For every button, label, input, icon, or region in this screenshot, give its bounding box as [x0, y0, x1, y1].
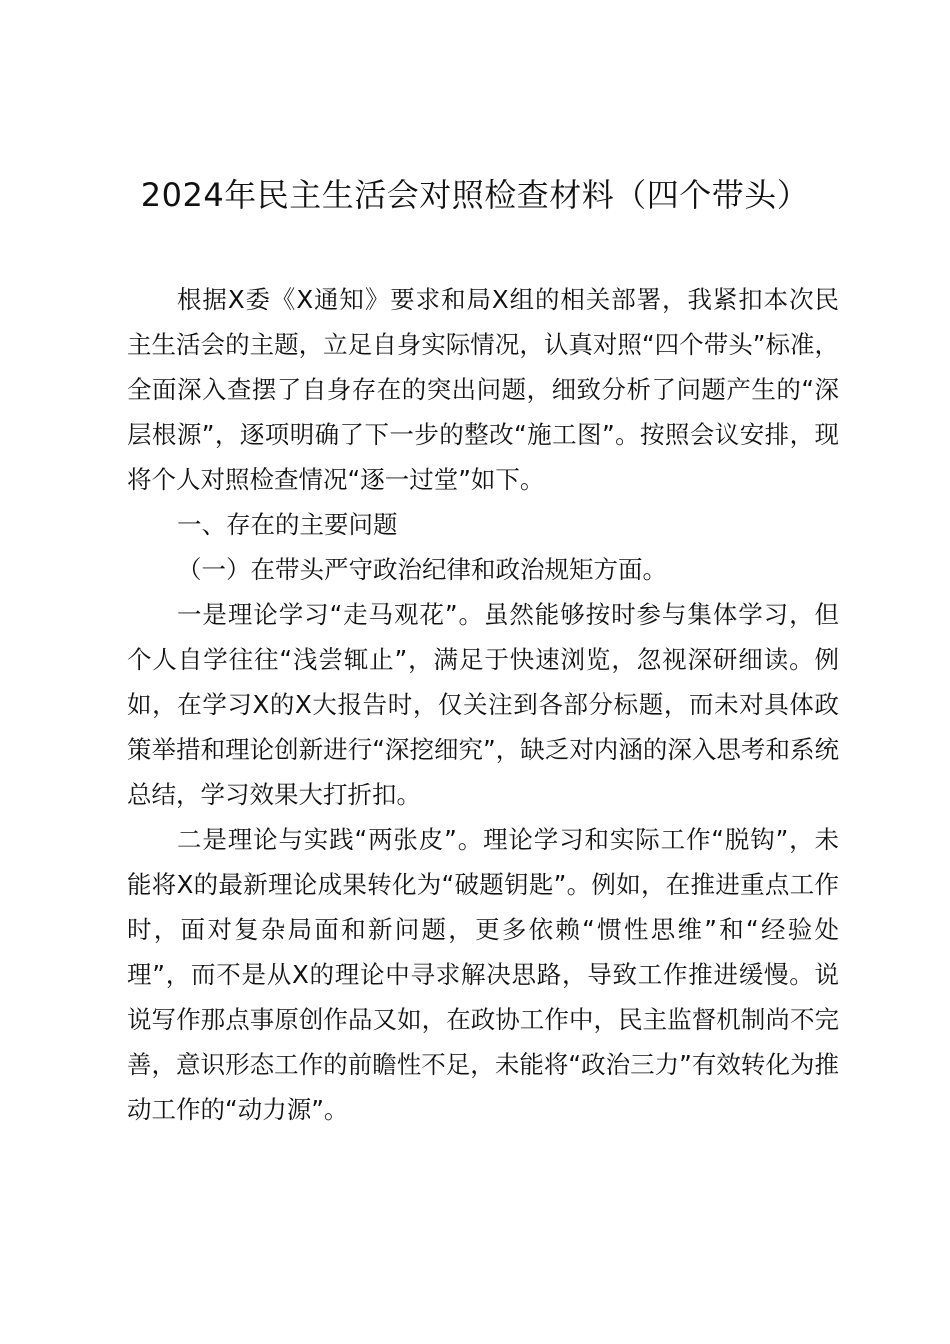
intro-paragraph: 根据X委《X通知》要求和局X组的相关部署，我紧扣本次民主生活会的主题，立足自身实际情况，认真对照“四个带头”标准，全面深入查摆了自身存在的突出问题，细致分析了问题产生的“深层根源”，逐项明确了下一步的整改“施工图”。按照会议安排，现将个人对照检查情况“逐一过堂”如下。	[127, 285, 839, 494]
subsection-heading: （一）在带头严守政治纪律和政治规矩方面。	[177, 555, 667, 584]
section-heading: 一、存在的主要问题	[177, 510, 398, 539]
document-title: 2024年民主生活会对照检查材料（四个带头）	[140, 176, 810, 214]
document-body	[127, 277, 839, 1132]
issue-paragraph-2: 二是理论与实践“两张皮”。理论学习和实际工作“脱钩”，未能将X的最新理论成果转化为“破题钥匙”。例如，在推进重点工作时，面对复杂局面和新问题，更多依赖“惯性思维”和“经验处理”，而不是从X的理论中寻求解决思路，导致工作推进缓慢。说说写作那点事原创作品又如，在政协工作中，民主监督机制尚不完善，意识形态工作的前瞻性不足，未能将“政治三力”有效转化为推动工作的“动力源”。	[127, 825, 839, 1124]
issue-paragraph-1: 一是理论学习“走马观花”。虽然能够按时参与集体学习，但个人自学往往“浅尝辄止”，满足于快速浏览，忽视深研细读。例如，在学习X的X大报告时，仅关注到各部分标题，而未对具体政策举措和理论创新进行“深挖细究”，缺乏对内涵的深入思考和系统总结，学习效果大打折扣。	[127, 600, 839, 809]
